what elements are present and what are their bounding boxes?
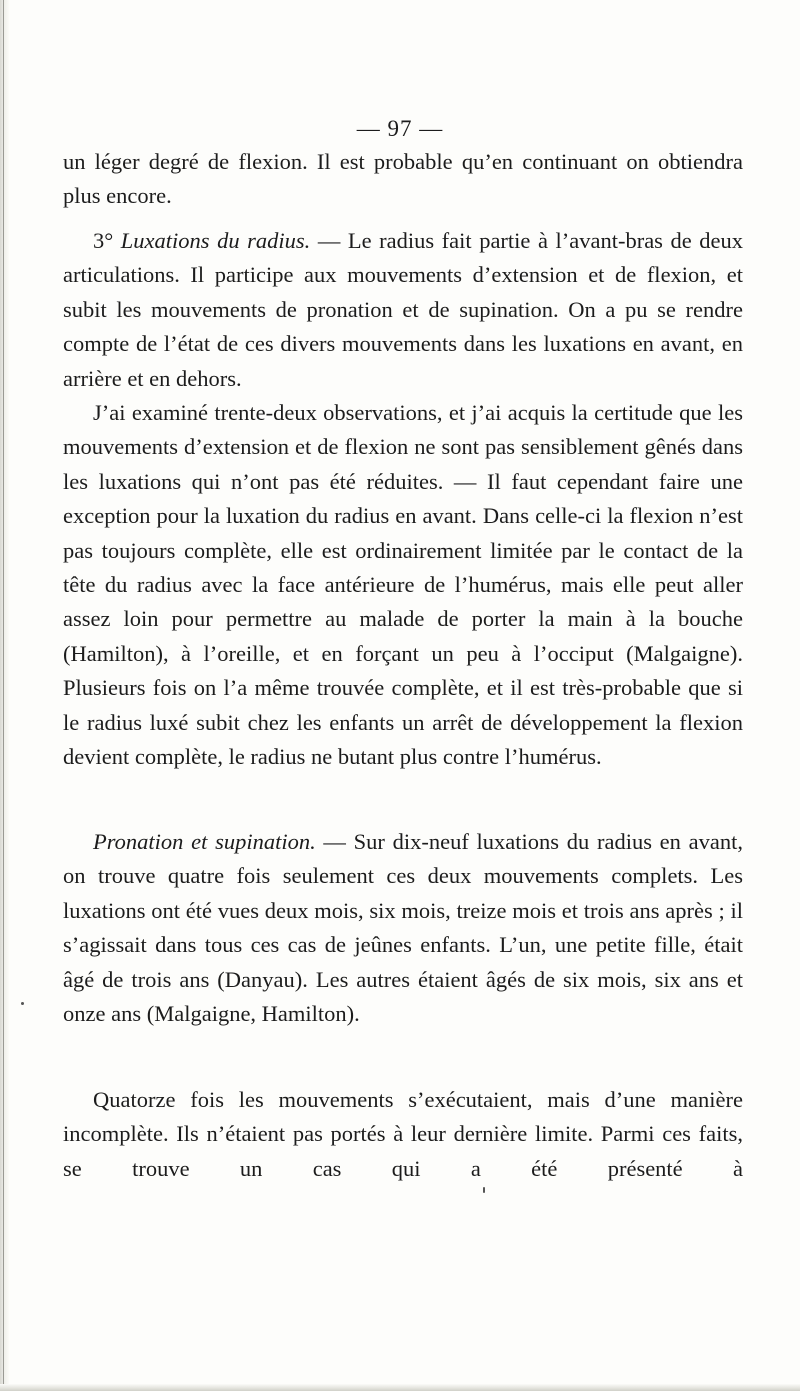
section-title-pronation: Pronation et supination. (93, 829, 316, 854)
paragraph-1-text: un léger degré de flexion. Il est probable qu’en continuant on obtiendra plus encore. (63, 149, 743, 209)
page-number: — 97 — (356, 116, 444, 141)
page-binding-shadow (0, 0, 9, 1391)
section-number: 3° (93, 228, 114, 253)
section-title-luxations: Luxations du radius. (120, 228, 311, 253)
paragraph-5-quatorze-fois (63, 1083, 743, 1186)
paragraph-4-pronation-supination (63, 825, 743, 1031)
page-left-border (3, 0, 4, 1391)
paragraph-1 (63, 145, 743, 214)
paragraph-3-observations (63, 396, 743, 774)
paragraph-4-text: — Sur dix-neuf luxations du radius en avant, on trouve quatre fois seulement ces deux mouvements complets. Les luxations ont été vues deux mois, six mois, treize mois et trois ans après ; il s’agissait dans tous ces cas de jeûnes enfants. L’un, une petite fille, était âgé de trois ans (Danyau). Les autres étaient âgés de six mois, six ans et onze ans (Malgaigne, Hamilton). (63, 829, 743, 1027)
paragraph-3-text: J’ai examiné trente-deux observations, et j’ai acquis la certitude que les mouvements d’extension et de flexion ne sont pas sensiblement gênés dans les luxations qui n’ont pas été réduites. — Il faut cependant faire une exception pour la luxation du radius en avant. Dans celle-ci la flexion n’est pas toujours complète, elle est ordinairement limitée par le contact de la tête du radius avec la face antérieure de l’humérus, mais elle peut aller assez loin pour permettre au malade de porter la main à la bouche (Hamilton), à l’oreille, et en forçant un peu à l’occiput (Malgaigne). Plusieurs fois on l’a même trouvée complète, et il est très-probable que si le radius luxé subit chez les enfants un arrêt de développement la flexion devient complète, le radius ne butant plus contre l’humérus. (63, 400, 743, 770)
print-speck (483, 1187, 485, 1193)
print-speck (21, 1002, 24, 1005)
paragraph-2-text: — Le radius fait partie à l’avant-bras de deux articulations. Il participe aux mouvements d’extension et de flexion, et subit les mouvements de pronation et de supination. On a pu se rendre compte de l’état de ces divers mouvements dans les luxations en avant, en arrière et en dehors. (63, 228, 743, 391)
paragraph-2-luxations-du-radius (63, 224, 743, 396)
page-bottom-edge (0, 1384, 800, 1391)
paragraph-5-text: Quatorze fois les mouvements s’exécutaient, mais d’une manière incomplète. Ils n’étaient pas portés à leur dernière limite. Parmi ces faits, se trouve un cas qui a été présenté à (63, 1087, 743, 1181)
